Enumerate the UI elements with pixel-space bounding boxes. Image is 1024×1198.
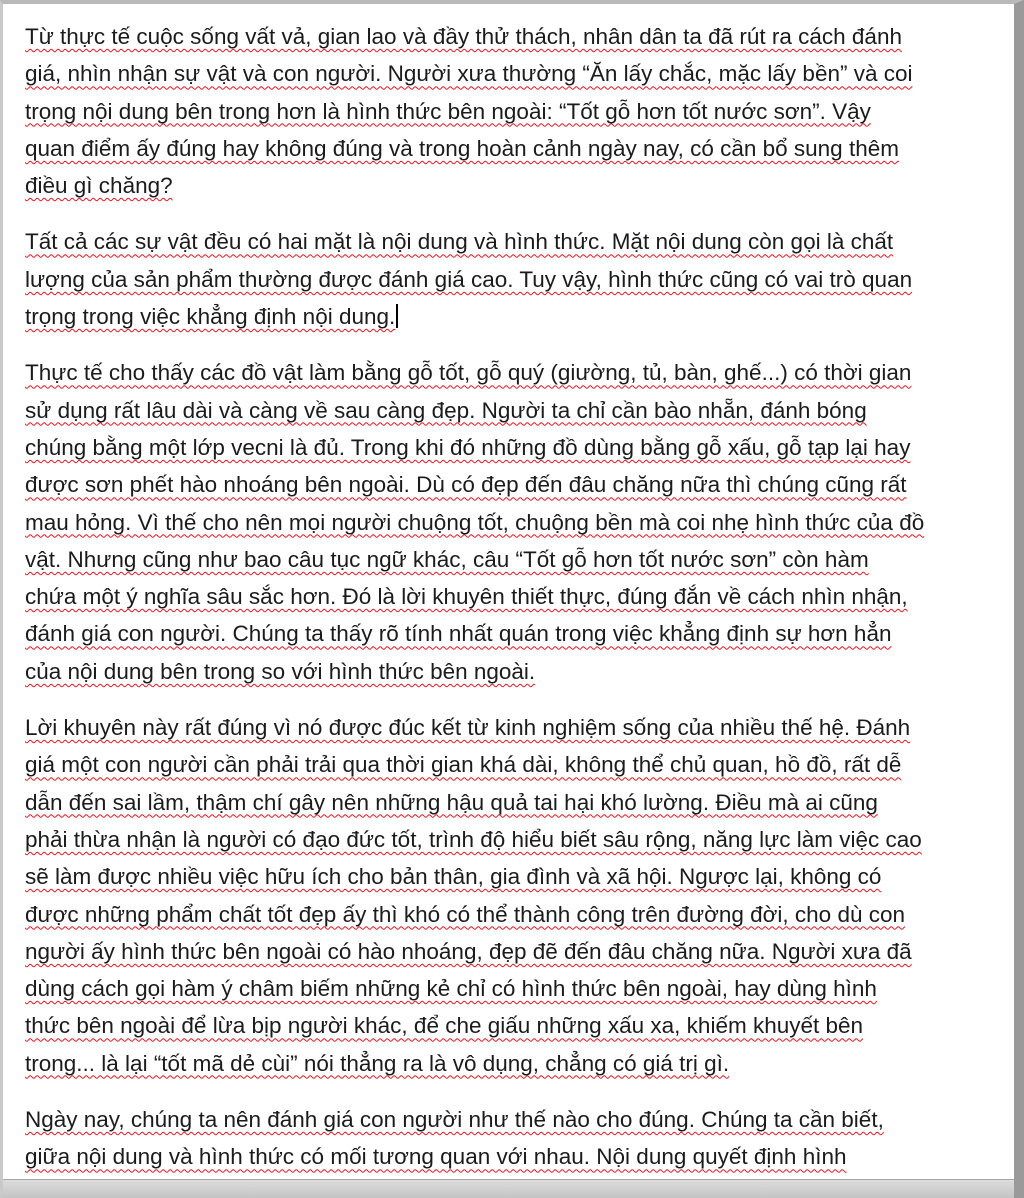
paragraph-4: [25, 709, 925, 1082]
paragraph-2: [25, 223, 925, 335]
document-body[interactable]: [25, 18, 925, 1195]
paragraph-5: [25, 1101, 925, 1176]
paragraph-1-text: Từ thực tế cuộc sống vất vả, gian lao và đầy thử thách, nhân dân ta đã rút ra cách đánh giá, nhìn nhận sự vật và con người. Người xưa thường “Ăn lấy chắc, mặc lấy bền” và coi trọng nội dung bên trong hơn là hình thức bên ngoài: “Tốt gỗ hơn tốt nước sơn”. Vậy quan điểm ấy đúng hay không đúng và trong hoàn cảnh ngày nay, có cần bổ sung thêm điều gì chăng?: [25, 24, 913, 199]
paragraph-3: [25, 354, 925, 690]
paragraph-4-text: Lời khuyên này rất đúng vì nó được đúc kết từ kinh nghiệm sống của nhiều thế hệ. Đánh giá một con người cần phải trải qua thời gian khá dài, không thể chủ quan, hồ đồ, rất dễ dẫn đến sai lầm, thậm chí gây nên những hậu quả tai hại khó lường. Điều mà ai cũng phải thừa nhận là người có đạo đức tốt, trình độ hiểu biết sâu rộng, năng lực làm việc cao sẽ làm được nhiều việc hữu ích cho bản thân, gia đình và xã hội. Ngược lại, không có được những phẩm chất tốt đẹp ấy thì khó có thể thành công trên đường đời, cho dù con người ấy hình thức bên ngoài có hào nhoáng, đẹp đẽ đến đâu chăng nữa. Người xưa đã dùng cách gọi hàm ý châm biếm những kẻ chỉ có hình thức bên ngoài, hay dùng hình thức bên ngoài để lừa bịp người khác, để che giấu những xấu xa, khiếm khuyết bên trong... là lại “tốt mã dẻ cùi” nói thẳng ra là vô dụng, chẳng có giá trị gì.: [25, 715, 922, 1076]
paragraph-5-text: Ngày nay, chúng ta nên đánh giá con người như thế nào cho đúng. Chúng ta cần biết, giữa nội dung và hình thức có mối tương quan với nhau. Nội dung quyết định hình: [25, 1107, 884, 1170]
window-bottom-edge: [3, 1179, 1014, 1198]
paragraph-2-text: Tất cả các sự vật đều có hai mặt là nội dung và hình thức. Mặt nội dung còn gọi là chất lượng của sản phẩm thường được đánh giá cao. Tuy vậy, hình thức cũng có vai trò quan trọng trong việc khẳng định nội dung.: [25, 229, 913, 330]
paragraph-3-text: Thực tế cho thấy các đồ vật làm bằng gỗ tốt, gỗ quý (giường, tủ, bàn, ghế...) có thời gian sử dụng rất lâu dài và càng về sau càng đẹp. Người ta chỉ cần bào nhẵn, đánh bóng chúng bằng một lớp vecni là đủ. Trong khi đó những đồ dùng bằng gỗ xấu, gỗ tạp lại hay được sơn phết hào nhoáng bên ngoài. Dù có đẹp đến đâu chăng nữa thì chúng cũng rất mau hỏng. Vì thế cho nên mọi người chuộng tốt, chuộng bền mà coi nhẹ hình thức của đồ vật. Nhưng cũng như bao câu tục ngữ khác, câu “Tốt gỗ hơn tốt nước sơn” còn hàm chứa một ý nghĩa sâu sắc hơn. Đó là lời khuyên thiết thực, đúng đắn về cách nhìn nhận, đánh giá con người. Chúng ta thấy rõ tính nhất quán trong việc khẳng định sự hơn hẳn của nội dung bên trong so với hình thức bên ngoài.: [25, 360, 925, 684]
paragraph-1: [25, 18, 925, 204]
text-cursor: [396, 304, 398, 328]
